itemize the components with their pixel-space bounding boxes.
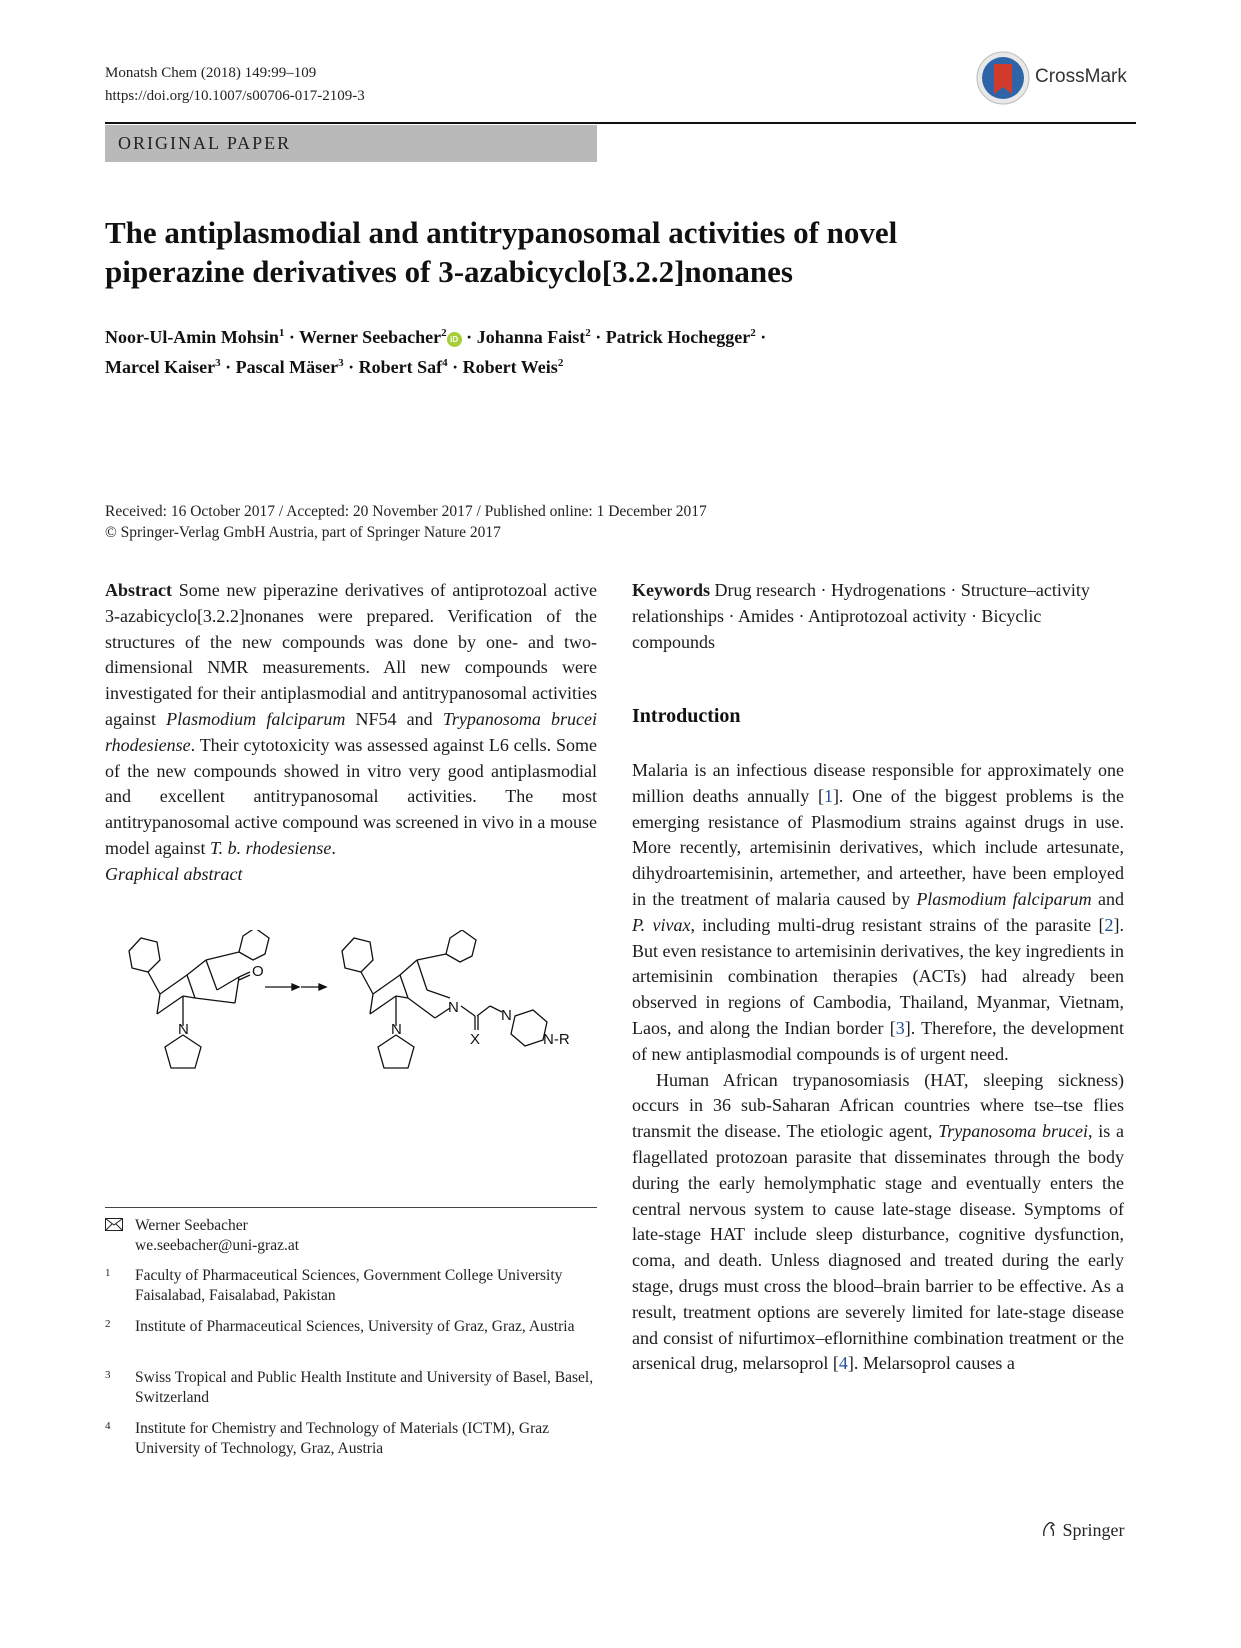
contact-name: Werner Seebacher xyxy=(135,1217,248,1234)
starting-ketone-structure xyxy=(129,930,269,1068)
author-separator: · xyxy=(447,357,463,377)
graphical-abstract-label xyxy=(105,862,597,888)
species-name: Trypanosoma brucei xyxy=(938,1121,1088,1142)
phenyl-ring-icon xyxy=(342,938,373,972)
affiliation-item xyxy=(105,1317,597,1359)
affiliation-marker: 3 xyxy=(215,357,221,369)
author-name[interactable]: Robert Weis xyxy=(462,357,558,377)
author-name[interactable]: Werner Seebacher xyxy=(299,327,442,347)
intro-segment: ]. Therefore, the development of new antiplasmodial compounds is of urgent need. xyxy=(632,1017,1124,1064)
intro-segment: Malaria is an infectious disease responsible for approximately one million deaths annually [ xyxy=(632,760,1124,806)
title-line: piperazine derivatives of 3-azabicyclo[3.2.2]nonanes xyxy=(105,254,793,289)
affiliation-number: 1 xyxy=(105,1267,111,1279)
abstract-segment: NF54 and xyxy=(345,708,443,729)
corresponding-author xyxy=(105,1216,597,1258)
affiliation-text: Swiss Tropical and Public Health Institute and University of Basel, Basel, Switzerland xyxy=(135,1369,594,1406)
affiliation-item xyxy=(105,1368,597,1410)
crossmark-icon xyxy=(975,50,1031,106)
intro-segment: Human African trypanosomiasis (HAT, sleeping sickness) occurs in 36 sub-Saharan African countries where tse–tse flies transmit the disease. The etiologic agent, xyxy=(632,1069,1124,1142)
author-line xyxy=(105,350,1135,380)
journal-citation: Monatsh Chem (2018) 149:99–109 xyxy=(105,65,317,81)
affiliation-item xyxy=(105,1419,597,1461)
affiliation-marker: 2 xyxy=(557,357,564,369)
author-separator: · xyxy=(590,327,606,347)
affiliation-text: Institute of Pharmaceutical Sciences, University of Graz, Graz, Austria xyxy=(135,1318,575,1335)
affiliation-text: Institute for Chemistry and Technology of Materials (ICTM), Graz University of Technology, Graz, Austria xyxy=(135,1420,550,1457)
intro-segment: and xyxy=(1091,888,1124,909)
abstract-text xyxy=(105,578,597,862)
intro-segment: ]. Melarsoprol causes a xyxy=(847,1353,1015,1374)
pyrrolidine-ring-icon xyxy=(378,1035,414,1068)
intro-segment: , is a flagellated protozoan parasite that disseminates through the body during the early hemolymphatic stage and eventually enters the central nervous system to cause late-stage disease. Symptoms of late-stage HAT include sleep disturbance, cognitive dysfunction, coma, and death. Unless diagnosed and treated during the early stage, drugs must cross the blood–brain barrier to be effective. As a result, treatment options are severely limited for late-stage disease and consist of nifurtimox–eflornithine combination treatment or the arsenical drug, melarsoprol [ xyxy=(632,1121,1124,1374)
species-name: Plasmodium falciparum xyxy=(166,708,346,729)
author-separator: · xyxy=(284,327,300,347)
species-name: Plasmodium falciparum xyxy=(916,888,1092,909)
contact-email[interactable]: we.seebacher@uni-graz.at xyxy=(135,1237,300,1254)
author-list xyxy=(105,320,1135,380)
oxygen-label: O xyxy=(252,963,264,980)
history-dates: Received: 16 October 2017 / Accepted: 20 November 2017 / Published online: 1 December 2017 xyxy=(105,503,707,520)
nitrogen-label: N xyxy=(501,1007,512,1024)
abstract-label: Abstract xyxy=(105,580,172,600)
doi-link[interactable]: https://doi.org/10.1007/s00706-017-2109-3 xyxy=(105,88,365,104)
species-name: P. vivax xyxy=(632,914,691,935)
header-rule xyxy=(105,122,1136,124)
affiliation-number: 2 xyxy=(105,1318,111,1330)
affiliation-marker: 1 xyxy=(278,327,285,339)
nitrogen-label: N xyxy=(178,1021,189,1038)
crossmark-label: CrossMark xyxy=(1035,66,1127,87)
intro-segment: ]. One of the biggest problems is the emerging resistance of Plasmodium strains against drugs in use. More recently, artemisinin derivatives, which include artesunate, dihydroartemisinin, artemether, and arteether, have been employed in the treatment of malaria caused by xyxy=(632,785,1124,909)
citation-link[interactable]: 3 xyxy=(895,1017,905,1038)
author-name[interactable]: Pascal Mäser xyxy=(235,357,339,377)
keywords-text xyxy=(632,578,1124,655)
author-separator: · xyxy=(343,357,359,377)
graphical-abstract-scheme xyxy=(105,930,597,1130)
product-structure xyxy=(342,930,547,1068)
publisher-logo xyxy=(1040,1520,1125,1541)
orcid-icon[interactable]: iD xyxy=(447,332,462,347)
affiliation-marker: 2 xyxy=(750,327,756,339)
author-line xyxy=(105,320,1135,350)
citation-link[interactable]: 1 xyxy=(823,785,833,806)
piperazine-ring-icon xyxy=(511,1010,547,1046)
nitrogen-label: N xyxy=(391,1021,402,1038)
citation-link[interactable]: 2 xyxy=(1104,914,1114,935)
affiliation-text: Faculty of Pharmaceutical Sciences, Government College University Faisalabad, Faisalabad, Pakistan xyxy=(135,1267,563,1304)
publisher-name: Springer xyxy=(1062,1520,1125,1540)
affiliation-marker: 4 xyxy=(442,357,448,369)
author-separator: · xyxy=(461,327,477,347)
author-name[interactable]: Johanna Faist xyxy=(476,327,586,347)
springer-horse-icon xyxy=(1040,1520,1063,1540)
substituent-x-label: X xyxy=(470,1031,481,1048)
author-name[interactable]: Robert Saf xyxy=(358,357,443,377)
intro-segment: , including multi-drug resistant strains of the parasite [ xyxy=(690,914,1105,935)
footnote-rule xyxy=(105,1207,597,1208)
author-name[interactable]: Patrick Hochegger xyxy=(605,327,751,347)
paper-title xyxy=(105,213,1135,291)
affiliation-marker: 2 xyxy=(441,327,447,339)
abstract-segment: . Their cytotoxicity was assessed against L6 cells. Some of the new compounds showed in vitro very good antiplasmodial and excellent antitrypanosomal activities. The most antitrypanosomal active compound was screened in vivo in a mouse model against xyxy=(105,734,597,858)
affiliation-marker: 2 xyxy=(585,327,591,339)
section-label: ORIGINAL PAPER xyxy=(118,133,292,153)
affiliation-item xyxy=(105,1266,597,1308)
pyrrolidine-ring-icon xyxy=(165,1035,201,1068)
intro-paragraph xyxy=(632,1068,1124,1378)
keywords xyxy=(632,578,1124,655)
author-separator: · xyxy=(755,327,767,347)
reaction-arrows xyxy=(265,984,326,990)
introduction-heading: Introduction xyxy=(632,705,741,727)
author-separator: · xyxy=(220,357,236,377)
intro-paragraph xyxy=(632,758,1124,1068)
crossmark-badge[interactable] xyxy=(975,50,1135,106)
affiliation-marker: 3 xyxy=(338,357,344,369)
species-name: T. b. rhodesiense xyxy=(209,837,332,858)
author-name[interactable]: Noor-Ul-Amin Mohsin xyxy=(105,327,279,347)
keywords-label: Keywords xyxy=(632,580,710,600)
intro-segment: ]. But even resistance to artemisinin derivatives, the key ingredients in artemisinin combination therapies (ACTs) had already been observed in regions of Cambodia, Thailand, Myanmar, Vietnam, Laos, and along the Indian border [ xyxy=(632,914,1124,1038)
affiliation-number: 4 xyxy=(105,1420,111,1432)
section-banner xyxy=(105,125,597,162)
abstract xyxy=(105,578,597,888)
nitrogen-label: N xyxy=(448,999,459,1016)
phenyl-ring-icon xyxy=(446,930,476,962)
copyright-line: © Springer-Verlag GmbH Austria, part of Springer Nature 2017 xyxy=(105,524,501,541)
species-name: Trypanosoma brucei rhodesiense xyxy=(105,708,597,755)
phenyl-ring-icon xyxy=(129,938,160,972)
abstract-segment: . xyxy=(331,837,336,858)
n-r-label: N-R xyxy=(543,1031,570,1048)
title-line: The antiplasmodial and antitrypanosomal activities of novel xyxy=(105,215,898,250)
graphical-abstract-title: Graphical abstract xyxy=(105,863,243,884)
envelope-icon xyxy=(105,1218,123,1238)
introduction-body xyxy=(632,758,1124,1377)
citation-link[interactable]: 4 xyxy=(838,1353,848,1374)
publication-dates xyxy=(105,501,707,543)
author-name[interactable]: Marcel Kaiser xyxy=(105,357,216,377)
abstract-segment: Some new piperazine derivatives of antiprotozoal active 3-azabicyclo[3.2.2]nonanes were prepared. Verification of the structures of the new compounds was done by one- and two-dimensional NMR measurements. All new compounds were investigated for their antiplasmodial and antitrypanosomal activities against xyxy=(105,580,597,729)
phenyl-ring-icon xyxy=(239,930,269,960)
affiliation-number: 3 xyxy=(105,1369,111,1381)
keywords-list: Drug research · Hydrogenations · Structure–activity relationships · Amides · Antiprotozoal activity · Bicyclic compounds xyxy=(632,580,1090,652)
